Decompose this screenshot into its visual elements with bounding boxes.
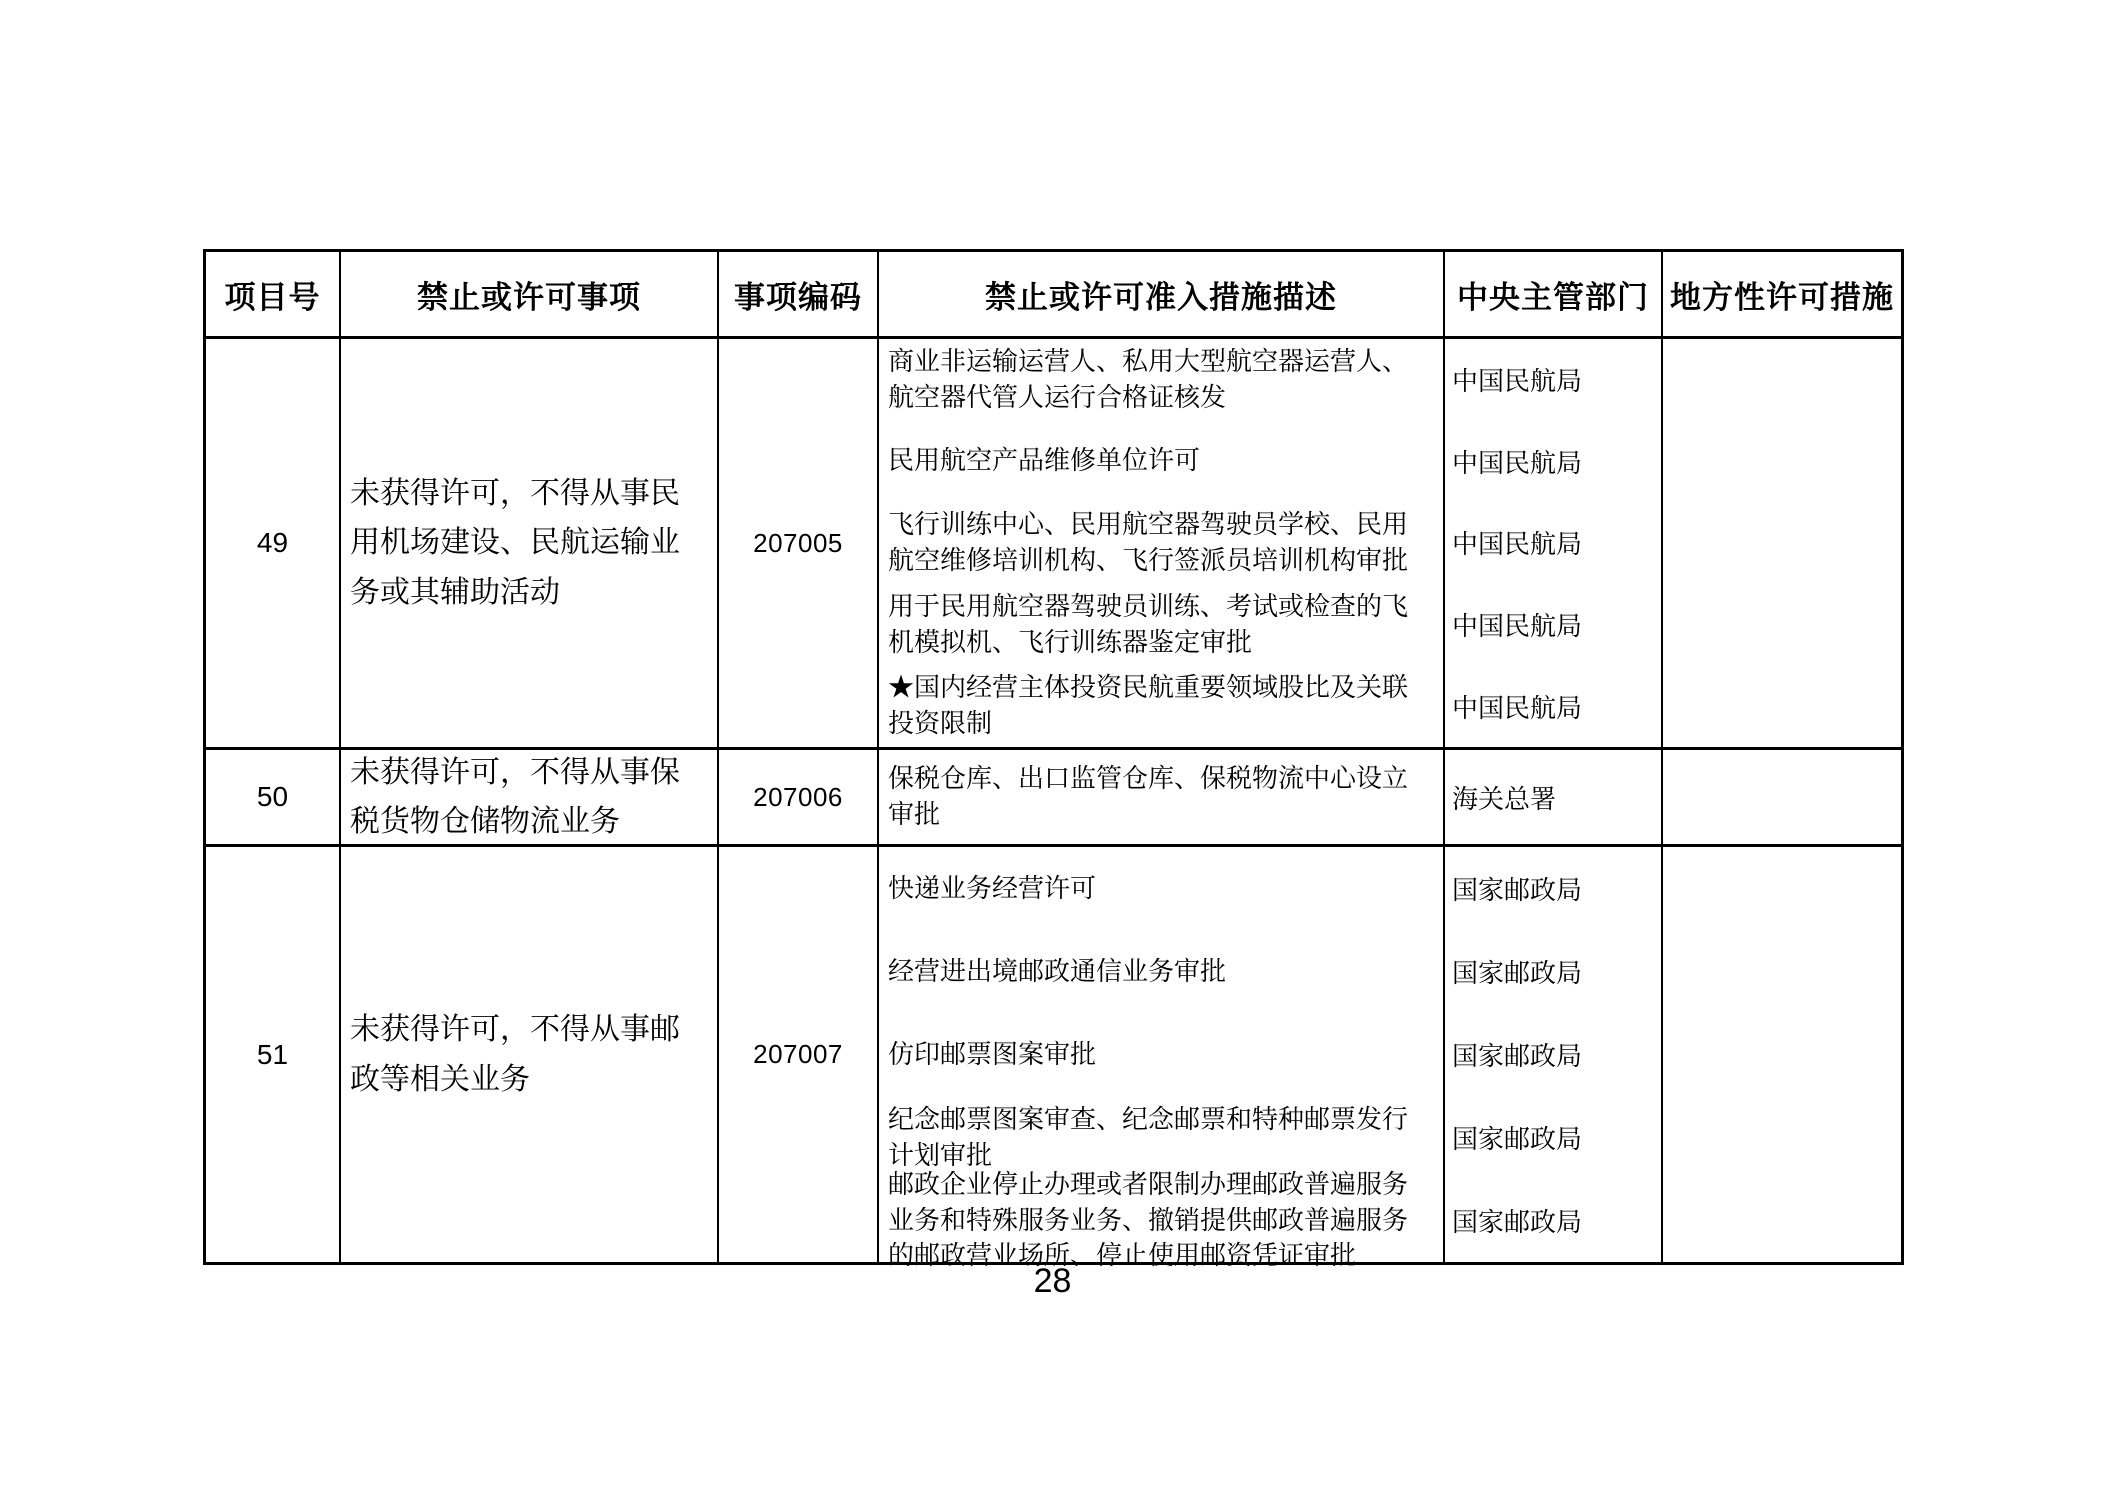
measure-department: 中国民航局 bbox=[1452, 447, 1583, 478]
header-prohibited-matter: 禁止或许可事项 bbox=[341, 252, 719, 336]
header-local-measures: 地方性许可措施 bbox=[1670, 279, 1894, 315]
measure-department: 中国民航局 bbox=[1452, 692, 1583, 723]
table-header-row bbox=[206, 252, 1901, 339]
measure-row bbox=[879, 847, 1661, 930]
measure-department: 中国民航局 bbox=[1452, 611, 1583, 642]
measure-department: 中国民航局 bbox=[1452, 366, 1583, 397]
header-item-no: 项目号 bbox=[206, 252, 341, 336]
measure-department: 国家邮政局 bbox=[1452, 875, 1583, 905]
measure-department: 海关总署 bbox=[1452, 783, 1557, 814]
local-measure-cell bbox=[1663, 339, 1901, 747]
code-text: 207006 bbox=[753, 781, 843, 812]
measure-department: 中国民航局 bbox=[1452, 529, 1583, 560]
measure-description: 飞行训练中心、民用航空器驾驶员学校、民用航空维修培训机构、飞行签派员培训机构审批 bbox=[879, 502, 1445, 584]
access-measures-table bbox=[203, 249, 1904, 1271]
measure-department: 国家邮政局 bbox=[1452, 1207, 1583, 1237]
matter-cell bbox=[341, 339, 719, 747]
header-measure-description: 禁止或许可准入措施描述 bbox=[879, 252, 1445, 336]
header-central-department: 中央主管部门 bbox=[1445, 252, 1663, 336]
measure-row bbox=[879, 665, 1661, 747]
measure-description: 仿印邮票图案审批 bbox=[879, 1013, 1445, 1096]
header-item-code: 事项编码 bbox=[719, 252, 879, 336]
matter-text: 未获得许可，不得从事保税货物仓储物流业务 bbox=[350, 755, 680, 838]
measure-description: 用于民用航空器驾驶员训练、考试或检查的飞机模拟机、飞行训练器鉴定审批 bbox=[879, 584, 1445, 666]
measure-row bbox=[879, 584, 1661, 666]
measures-cell bbox=[879, 750, 1663, 844]
matter-cell bbox=[341, 847, 719, 1262]
measure-department: 国家邮政局 bbox=[1452, 1124, 1583, 1154]
code-cell bbox=[719, 339, 879, 747]
measure-description: 纪念邮票图案审查、纪念邮票和特种邮票发行计划审批 bbox=[879, 1096, 1445, 1179]
code-cell bbox=[719, 750, 879, 844]
matter-text: 未获得许可，不得从事邮政等相关业务 bbox=[350, 1013, 680, 1096]
item-no-cell bbox=[206, 750, 341, 844]
code-cell bbox=[719, 847, 879, 1262]
measure-row bbox=[879, 502, 1661, 584]
page-number: 28 bbox=[1033, 1262, 1072, 1300]
measure-description: 商业非运输运营人、私用大型航空器运营人、航空器代管人运行合格证核发 bbox=[879, 339, 1445, 421]
local-measure-cell bbox=[1663, 847, 1901, 1262]
measure-description: 保税仓库、出口监管仓库、保税物流中心设立审批 bbox=[879, 750, 1445, 844]
table-body bbox=[206, 339, 1901, 1271]
table-row bbox=[206, 339, 1901, 750]
table-row bbox=[206, 847, 1901, 1271]
item-no-text: 49 bbox=[256, 527, 289, 558]
measure-row bbox=[879, 421, 1661, 503]
measure-row bbox=[879, 1013, 1661, 1096]
code-text: 207007 bbox=[753, 1039, 843, 1069]
table-row bbox=[206, 750, 1901, 847]
item-no-cell bbox=[206, 847, 341, 1262]
measures-cell bbox=[879, 339, 1663, 747]
measures-cell bbox=[879, 847, 1663, 1271]
measure-description: ★国内经营主体投资民航重要领域股比及关联投资限制 bbox=[879, 665, 1445, 747]
code-text: 207005 bbox=[753, 527, 843, 558]
matter-text: 未获得许可，不得从事民用机场建设、民航运输业务或其辅助活动 bbox=[350, 476, 680, 609]
measure-description: 邮政企业停止办理或者限制办理邮政普遍服务业务和特殊服务业务、撤销提供邮政普遍服务的邮政营业场所、停止使用邮资凭证审批 bbox=[879, 1179, 1445, 1262]
measure-description: 快递业务经营许可 bbox=[879, 847, 1445, 930]
measure-department: 国家邮政局 bbox=[1452, 958, 1583, 988]
measure-description: 经营进出境邮政通信业务审批 bbox=[879, 930, 1445, 1013]
local-measure-cell bbox=[1663, 750, 1901, 844]
item-no-cell bbox=[206, 339, 341, 747]
measure-row bbox=[879, 750, 1661, 844]
measure-row bbox=[879, 1168, 1661, 1271]
measure-department: 国家邮政局 bbox=[1452, 1041, 1583, 1071]
measure-row bbox=[879, 339, 1661, 421]
matter-cell bbox=[341, 750, 719, 844]
measure-row bbox=[879, 930, 1661, 1013]
item-no-text: 51 bbox=[256, 1038, 289, 1070]
item-no-text: 50 bbox=[256, 781, 289, 812]
measure-description: 民用航空产品维修单位许可 bbox=[879, 421, 1445, 503]
